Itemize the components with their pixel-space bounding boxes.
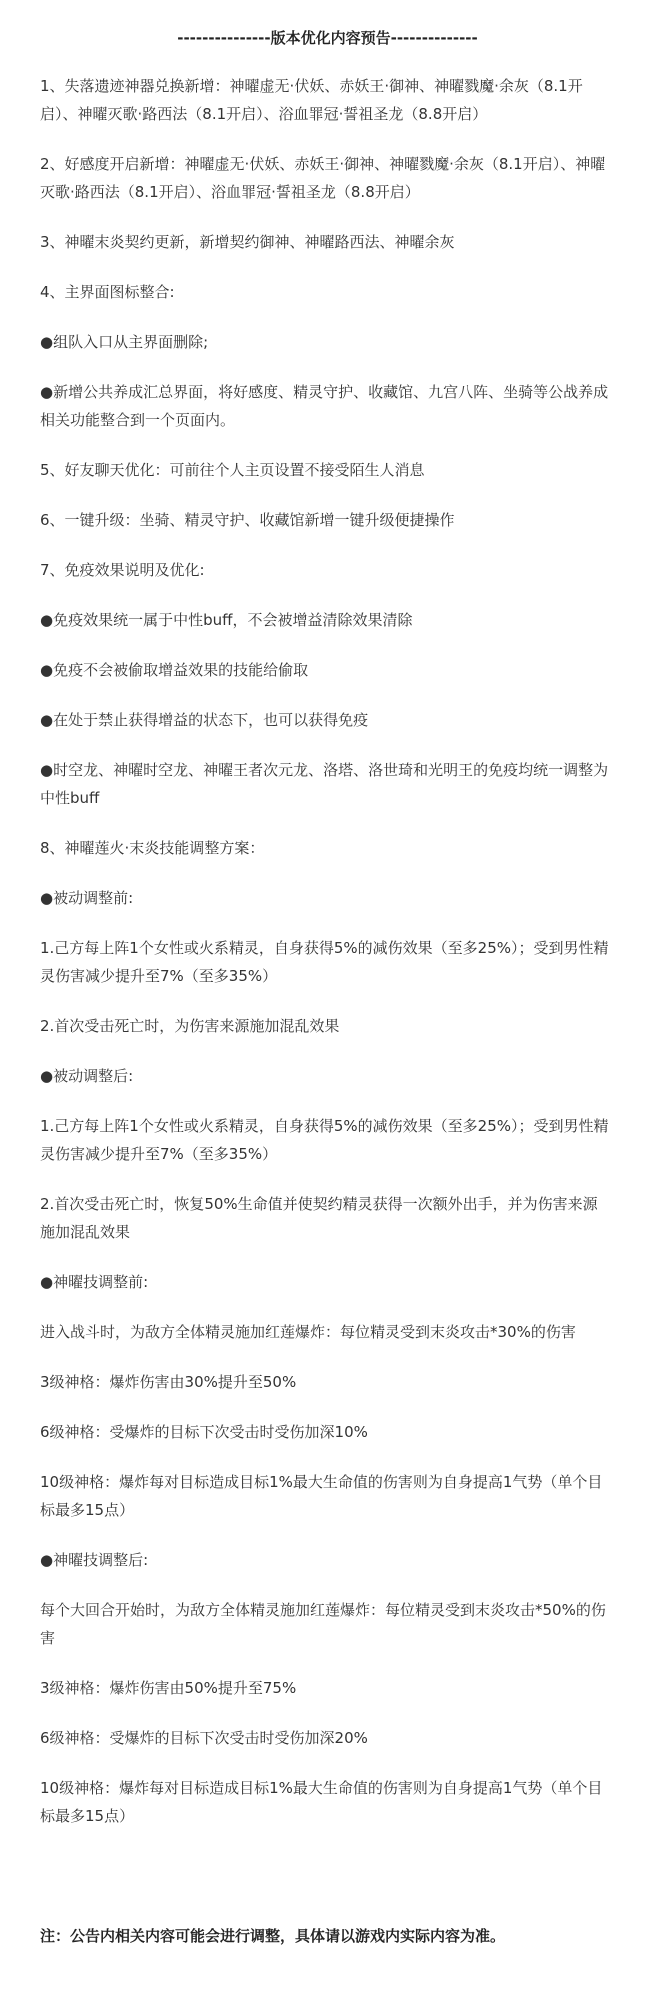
announcement-paragraph: 1.己方每上阵1个女性或火系精灵，自身获得5%的减伤效果（至多25%）；受到男性精灵伤害减少提升至7%（至多35%） (40, 1117, 609, 1163)
announcement-paragraph: 4、主界面图标整合: (40, 283, 175, 301)
announcement-paragraph: 进入战斗时，为敌方全体精灵施加红莲爆炸：每位精灵受到末炎攻击*30%的伤害 (40, 1323, 576, 1341)
announcement-paragraph: 每个大回合开始时，为敌方全体精灵施加红莲爆炸：每位精灵受到末炎攻击*50%的伤害 (40, 1601, 606, 1647)
disclaimer-note: 注：公告内相关内容可能会进行调整，具体请以游戏内实际内容为准。 (40, 1927, 506, 1945)
announcement-paragraph: 8、神曜莲火·末炎技能调整方案： (40, 839, 265, 857)
announcement-paragraph: 1、失落遗迹神器兑换新增：神曜虚无·伏妖、赤妖王·御神、神曜戮魔·余灰（8.1开启）、神曜灭歌·路西法（8.1开启）、浴血罪冠·誓祖圣龙（8.8开启） (40, 77, 583, 123)
announcement-paragraph: ●组队入口从主界面删除; (40, 333, 209, 351)
announcement-paragraph: 1.己方每上阵1个女性或火系精灵，自身获得5%的减伤效果（至多25%）；受到男性精灵伤害减少提升至7%（至多35%） (40, 939, 609, 985)
announcement-paragraph: 3级神格：爆炸伤害由30%提升至50% (40, 1373, 297, 1391)
announcement-paragraph: 6、一键升级：坐骑、精灵守护、收藏馆新增一键升级便捷操作 (40, 511, 455, 529)
announcement-paragraph: ●神曜技调整前: (40, 1273, 149, 1291)
announcement-paragraph: ●新增公共养成汇总界面，将好感度、精灵守护、收藏馆、九宫八阵、坐骑等公战养成相关功能整合到一个页面内。 (40, 383, 609, 429)
announcement-paragraph: ●被动调整前: (40, 889, 134, 907)
announcement-paragraph: 6级神格：受爆炸的目标下次受击时受伤加深20% (40, 1729, 368, 1747)
announcement-paragraph: 7、免疫效果说明及优化: (40, 561, 205, 579)
announcement-title: ---------------版本优化内容预告-------------- (177, 29, 478, 47)
announcement-paragraph: ●时空龙、神曜时空龙、神曜王者次元龙、洛塔、洛世琦和光明王的免疫均统一调整为中性buff (40, 761, 609, 807)
announcement-body (40, 72, 610, 1852)
announcement-paragraph: 6级神格：受爆炸的目标下次受击时受伤加深10% (40, 1423, 368, 1441)
announcement-paragraph: ●神曜技调整后: (40, 1551, 149, 1569)
announcement-paragraph: ●免疫不会被偷取增益效果的技能给偷取 (40, 661, 309, 679)
announcement-paragraph: ●在处于禁止获得增益的状态下，也可以获得免疫 (40, 711, 369, 729)
announcement-paragraph: 3级神格：爆炸伤害由50%提升至75% (40, 1679, 297, 1697)
announcement-paragraph: ●被动调整后: (40, 1067, 134, 1085)
announcement-paragraph: 2.首次受击死亡时，为伤害来源施加混乱效果 (40, 1017, 340, 1035)
announcement-paragraph: 2.首次受击死亡时，恢复50%生命值并使契约精灵获得一次额外出手，并为伤害来源施加混乱效果 (40, 1195, 598, 1241)
announcement-paragraph: 2、好感度开启新增：神曜虚无·伏妖、赤妖王·御神、神曜戮魔·余灰（8.1开启）、神曜灭歌·路西法（8.1开启）、浴血罪冠·誓祖圣龙（8.8开启） (40, 155, 606, 201)
announcement-paragraph: 10级神格：爆炸每对目标造成目标1%最大生命值的伤害则为自身提高1气势（单个目标最多15点） (40, 1473, 603, 1519)
announcement-paragraph: 3、神曜末炎契约更新，新增契约御神、神曜路西法、神曜余灰 (40, 233, 455, 251)
announcement-paragraph: ●免疫效果统一属于中性buff，不会被增益清除效果清除 (40, 611, 413, 629)
announcement-paragraph: 5、好友聊天优化：可前往个人主页设置不接受陌生人消息 (40, 461, 425, 479)
announcement-paragraph: 10级神格：爆炸每对目标造成目标1%最大生命值的伤害则为自身提高1气势（单个目标最多15点） (40, 1779, 603, 1825)
